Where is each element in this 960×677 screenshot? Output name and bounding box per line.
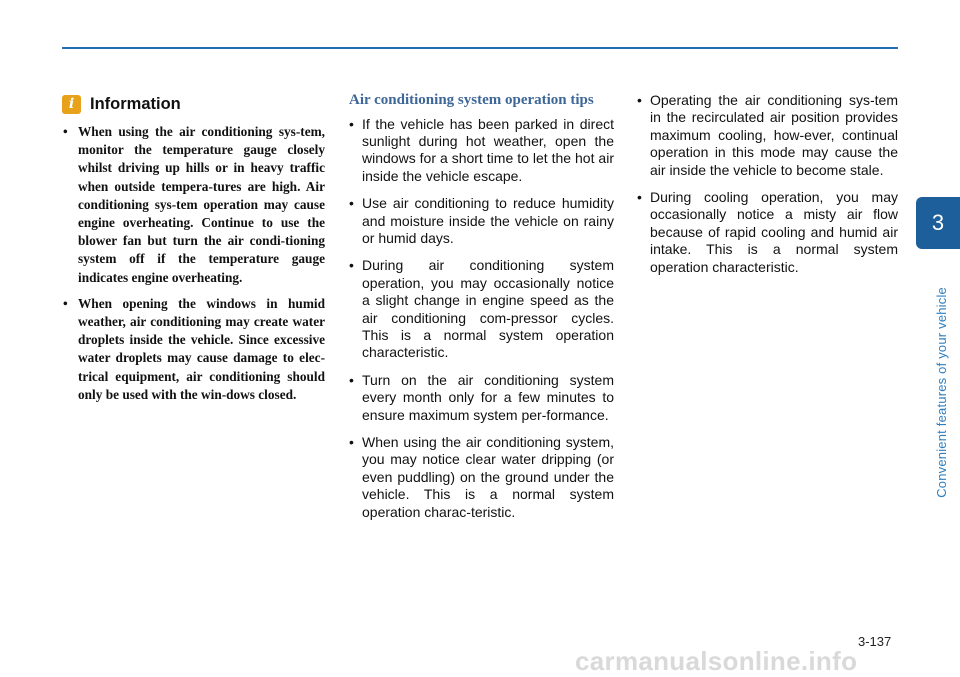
list-item: • During cooling operation, you may occasionally notice a misty air flow because of rapid cooling and humid air intake. This is a normal system operation characteristic. xyxy=(637,189,898,276)
tips-list xyxy=(349,116,614,522)
tips-section xyxy=(349,92,614,531)
tips-continued-section xyxy=(637,92,898,286)
list-item: • Use air conditioning to reduce humidity and moisture inside the vehicle on rainy or humid days. xyxy=(349,195,614,247)
list-item: • When using the air conditioning sys-tem, monitor the temperature gauge closely whilst driving up hills or in heavy traffic when outside tempera-tures are high. Air conditioning sys-tem operation may cause engine overheating. Continue to use the blower fan but turn the air condi-tioning system off if the temperature gauge indicates engine overheating. xyxy=(62,123,325,287)
list-item: • During air conditioning system operation, you may occasionally notice a slight change in engine speed as the air conditioning com-pressor cycles. This is a normal system operation characteristic. xyxy=(349,257,614,361)
list-item: • Operating the air conditioning sys-tem in the recirculated air position provides maximum cooling, how-ever, continual operation in this mode may cause the air inside the vehicle to become stale. xyxy=(637,92,898,179)
information-list xyxy=(62,123,325,404)
chapter-title-text: Convenient features of your vehicle xyxy=(934,287,949,498)
chapter-tab: 3 xyxy=(916,197,960,249)
chapter-title xyxy=(934,258,952,498)
watermark: carmanualsonline.info xyxy=(575,646,858,676)
information-header xyxy=(62,92,325,116)
tips-continued-list xyxy=(637,92,898,276)
information-section xyxy=(62,92,325,412)
list-item: • If the vehicle has been parked in direct sunlight during hot weather, open the windows for a short time to let the hot air inside the vehicle escape. xyxy=(349,116,614,186)
list-item: • Turn on the air conditioning system every month only for a few minutes to ensure maximum system per-formance. xyxy=(349,372,614,424)
header-rule xyxy=(62,47,898,49)
information-title: Information xyxy=(90,94,181,113)
list-item: • When using the air conditioning system, you may notice clear water dripping (or even puddling) on the ground under the vehicle. This is a normal system operation charac-teristic. xyxy=(349,434,614,521)
info-icon: i xyxy=(62,95,81,114)
page-number: 3-137 xyxy=(858,634,892,649)
list-item: • When opening the windows in humid weather, air conditioning may create water droplets inside the vehicle. Since excessive water droplets may cause damage to elec-trical equipment, air conditioning should only be used with the win-dows closed. xyxy=(62,295,325,404)
section-heading: Air conditioning system operation tips xyxy=(349,92,594,108)
